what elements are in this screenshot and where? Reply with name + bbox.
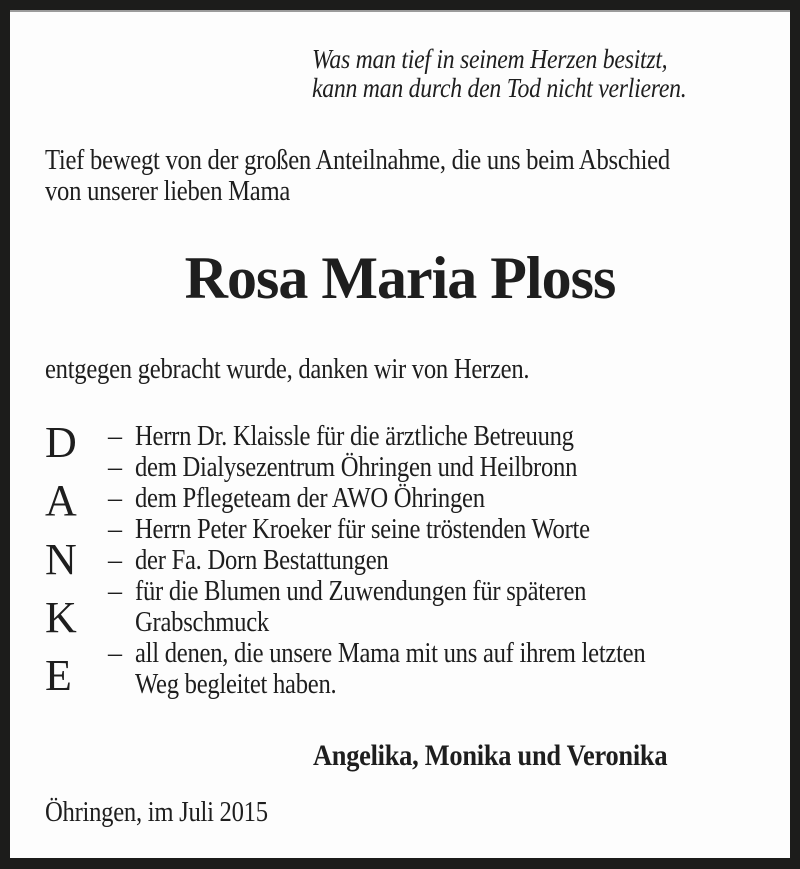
danke-section	[45, 418, 755, 700]
deceased-name: Rosa Maria Ploss	[184, 245, 616, 311]
list-item-dash	[108, 607, 135, 638]
list-item-dash: –	[108, 545, 122, 576]
list-item	[108, 514, 715, 545]
list-item-text: Grabschmuck	[135, 607, 269, 638]
list-item	[108, 545, 715, 576]
intro-paragraph	[45, 145, 755, 207]
list-item-dash	[108, 669, 135, 700]
list-item	[108, 452, 715, 483]
danke-letter-d: D	[45, 418, 77, 467]
epigraph-line-2: kann man durch den Tod nicht verlieren.	[312, 73, 687, 103]
list-item	[108, 638, 715, 669]
list-item-text: Weg begleitet haben.	[135, 669, 337, 700]
danke-letter-n: N	[45, 534, 77, 584]
signature-names: Angelika, Monika und Veronika	[313, 739, 668, 772]
list-item-dash: –	[108, 514, 122, 545]
thanks-sentence: entgegen gebracht wurde, danken wir von Herzen.	[45, 354, 530, 385]
intro-line-2: von unserer lieben Mama	[45, 176, 291, 207]
acknowledgement-list	[108, 421, 715, 700]
list-item-dash: –	[108, 421, 122, 452]
epigraph-line-1: Was man tief in seinem Herzen besitzt,	[312, 44, 668, 74]
list-item-text: Herrn Peter Kroeker für seine tröstenden Worte	[135, 514, 590, 545]
list-item-dash: –	[108, 483, 122, 514]
list-item-text: dem Pflegeteam der AWO Öhringen	[135, 483, 485, 514]
list-item-text: all denen, die unsere Mama mit uns auf ihrem letzten	[135, 638, 646, 669]
list-item-text: dem Dialysezentrum Öhringen und Heilbronn	[135, 452, 578, 483]
top-divider-rule	[10, 10, 790, 12]
list-item-continuation	[108, 607, 715, 638]
place-and-date: Öhringen, im Juli 2015	[45, 797, 268, 828]
list-item	[108, 421, 715, 452]
danke-letter-k: K	[45, 592, 77, 642]
danke-letter-e: E	[45, 651, 72, 700]
list-item	[108, 576, 715, 607]
list-item	[108, 483, 715, 514]
list-item-dash: –	[108, 638, 122, 669]
list-item-dash: –	[108, 576, 122, 607]
epigraph-quote	[312, 45, 755, 103]
intro-line-1: Tief bewegt von der großen Anteilnahme, die uns beim Abschied	[45, 145, 670, 176]
notice-content	[10, 45, 790, 828]
danke-letter-a: A	[45, 476, 77, 526]
list-item-text: der Fa. Dorn Bestattungen	[135, 545, 389, 576]
list-item-text: Herrn Dr. Klaissle für die ärztliche Betreuung	[135, 421, 574, 452]
list-item-dash: –	[108, 452, 122, 483]
list-item-text: für die Blumen und Zuwendungen für späteren	[135, 576, 587, 607]
list-item-continuation	[108, 669, 715, 700]
danke-vertical-word	[45, 418, 108, 700]
